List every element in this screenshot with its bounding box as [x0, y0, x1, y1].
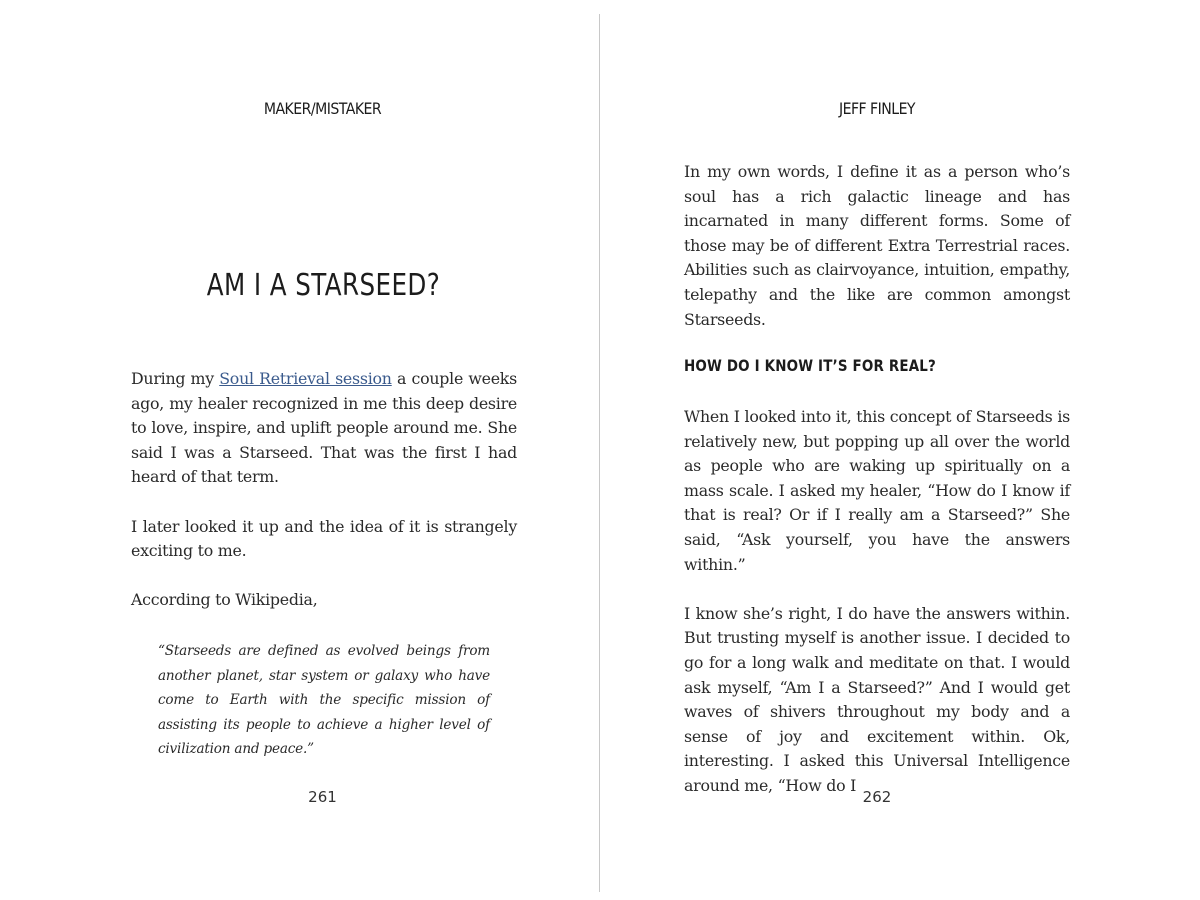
right-intro-text: [684, 160, 1070, 357]
left-body-text: [131, 367, 517, 638]
page-number: 262: [862, 788, 892, 806]
paragraph-text: a couple weeks ago, my healer recognized in me this deep desire to love, inspire, and uplift people around me. She said I was a Starseed. That was the first I had heard of that term.: [131, 369, 517, 487]
running-head-author: JEFF FINLEY: [838, 99, 916, 118]
paragraph: According to Wikipedia,: [131, 590, 318, 610]
paragraph: In my own words, I define it as a person who’s soul has a rich galactic lineage and has incarnated in many different forms. Some of those may be of different Extra Terrestrial races. Abilities such as clairvoyance, intuition, empathy, telepathy and the like are common amongst Starseeds.: [684, 162, 1070, 329]
section-heading: HOW DO I KNOW IT’S FOR REAL?: [684, 356, 936, 375]
left-page: [0, 0, 599, 900]
running-head-book-title: MAKER/MISTAKER: [263, 99, 382, 118]
chapter-title: AM I A STARSEED?: [206, 268, 441, 303]
paragraph-text: During my: [131, 369, 220, 388]
paragraph: I know she’s right, I do have the answers within. But trusting myself is another issue. I decided to go for a long walk and meditate on that. I would ask myself, “Am I a Starseed?” And I would get waves of shivers throughout my body and a sense of joy and excitement within. Ok, interesting. I asked this Universal Intelligence around me, “How do I: [684, 603, 1070, 795]
right-body-text: [684, 405, 1070, 823]
paragraph: When I looked into it, this concept of Starseeds is relatively new, but popping up all over the world as people who are waking up spiritually on a mass scale. I asked my healer, “How do I know if that is real? Or if I really am a Starseed?” She said, “Ask yourself, you have the answers within.”: [684, 407, 1070, 574]
paragraph: I later looked it up and the idea of it is strangely exciting to me.: [131, 516, 517, 561]
right-page: [600, 0, 1200, 900]
paragraph: [131, 367, 517, 490]
soul-retrieval-link[interactable]: Soul Retrieval session: [219, 369, 392, 388]
wikipedia-blockquote: “Starseeds are defined as evolved beings from another planet, star system or galaxy who have come to Earth with the specific mission of assisting its people to achieve a higher level of civilization and peace.”: [158, 643, 490, 758]
page-number: 261: [308, 788, 337, 806]
